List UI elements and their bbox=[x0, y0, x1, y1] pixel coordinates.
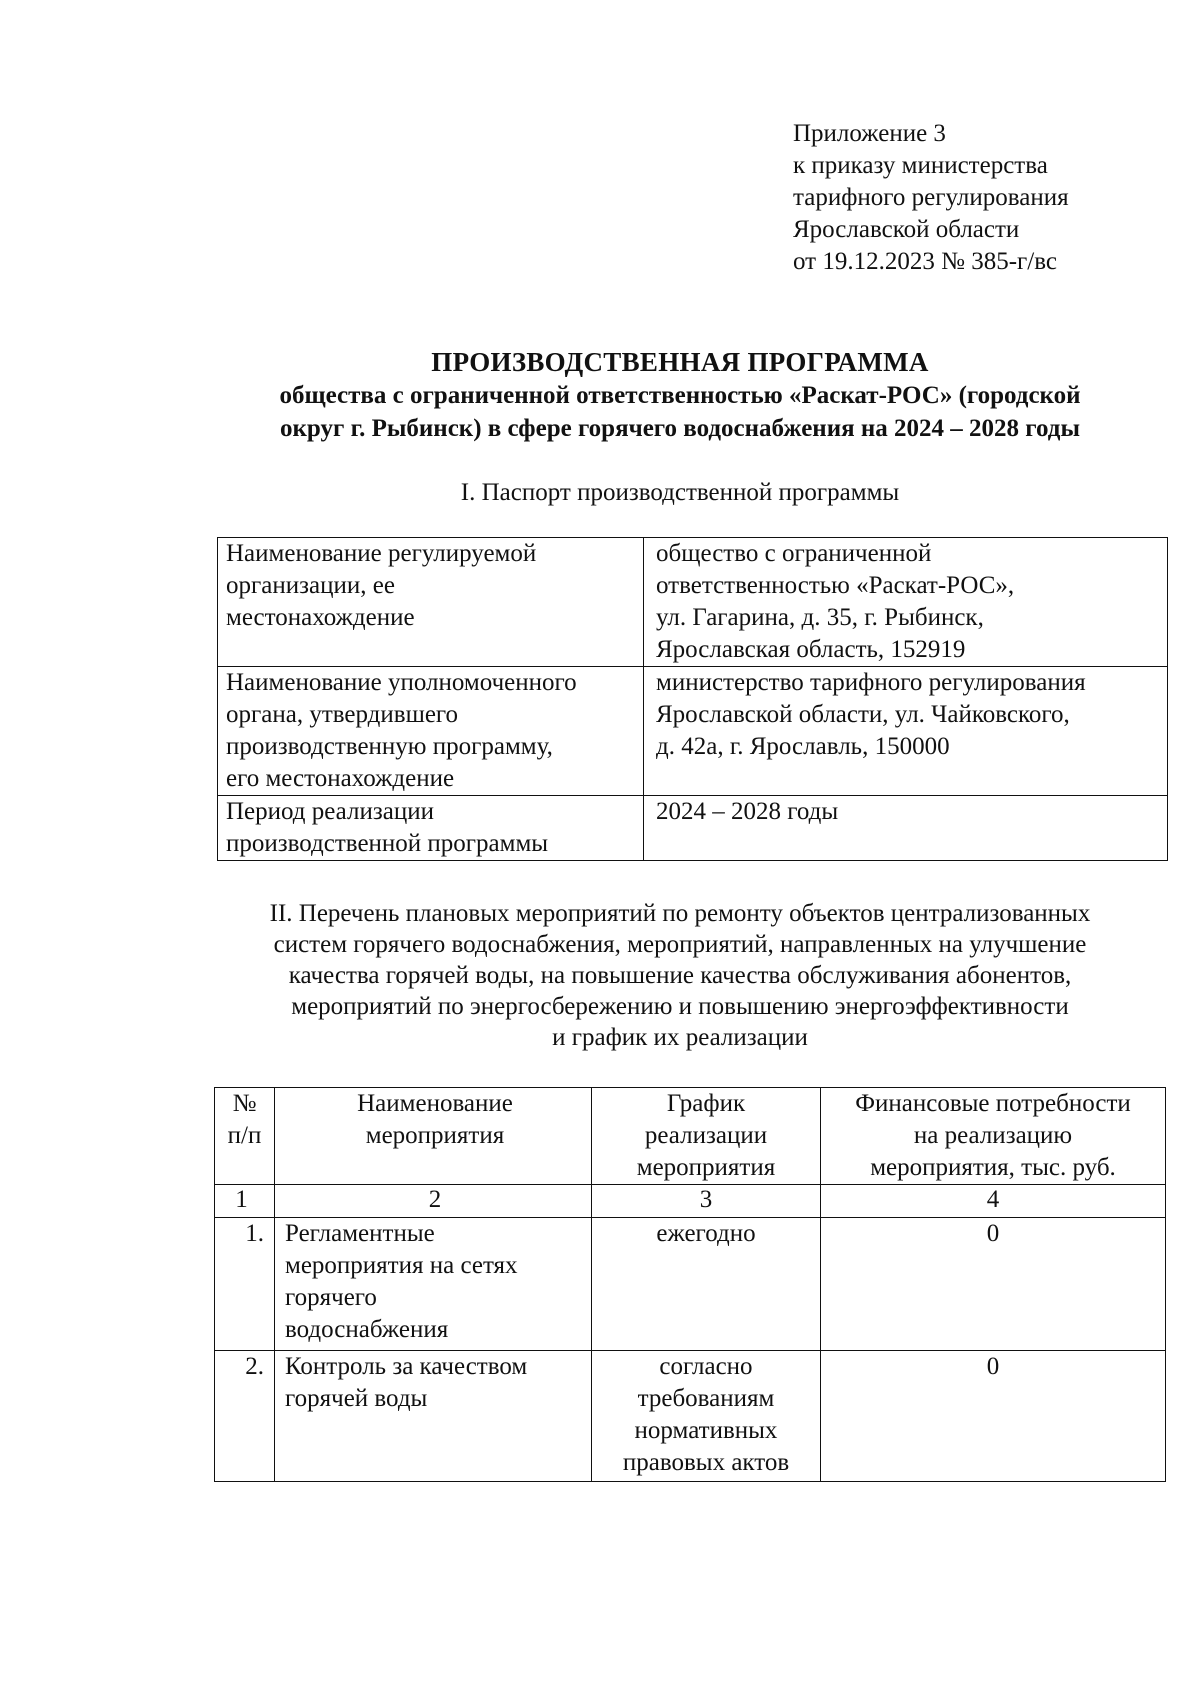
cell-line: нормативных bbox=[634, 1417, 778, 1444]
passport-value-cell bbox=[644, 538, 1168, 667]
cell-line: Контроль за качеством bbox=[285, 1353, 528, 1380]
column-index: 1 bbox=[215, 1185, 275, 1218]
cell-line: Ярославской области, ул. Чайковского, bbox=[656, 701, 1070, 728]
table-row bbox=[218, 667, 1168, 796]
cell-line: местонахождение bbox=[226, 604, 415, 631]
cell-line: ул. Гагарина, д. 35, г. Рыбинск, bbox=[656, 604, 984, 631]
event-schedule-cell bbox=[592, 1351, 821, 1482]
cell-line: Финансовые потребности bbox=[855, 1090, 1131, 1117]
passport-value-cell bbox=[644, 796, 1168, 861]
title-subtitle-line: общества с ограниченной ответственностью «Раскат-РОС» (городской bbox=[279, 382, 1081, 409]
cell-line: График bbox=[666, 1090, 746, 1117]
cell-line: согласно bbox=[659, 1353, 753, 1380]
cell-line: мероприятия bbox=[365, 1122, 505, 1149]
heading-line: и график их реализации bbox=[552, 1024, 808, 1051]
cell-line: д. 42а, г. Ярославль, 150000 bbox=[656, 733, 950, 760]
cell-line: министерство тарифного регулирования bbox=[656, 669, 1086, 696]
cell-line: правовых актов bbox=[622, 1449, 790, 1476]
table-row bbox=[215, 1351, 1166, 1482]
cell-line: на реализацию bbox=[913, 1122, 1073, 1149]
appendix-reference bbox=[793, 118, 1069, 278]
cell-line: Регламентные bbox=[285, 1220, 435, 1247]
table-header-row bbox=[215, 1088, 1166, 1185]
event-name-cell bbox=[275, 1218, 592, 1351]
cell-line: Наименование уполномоченного bbox=[226, 669, 577, 696]
passport-table bbox=[217, 537, 1168, 861]
cell-line: мероприятия, тыс. руб. bbox=[870, 1154, 1116, 1181]
row-number: 1. bbox=[215, 1218, 275, 1351]
cell-line: 2024 – 2028 годы bbox=[656, 798, 839, 825]
passport-label-cell bbox=[218, 667, 644, 796]
appendix-line: от 19.12.2023 № 385-г/вс bbox=[793, 248, 1057, 275]
cell-line: горячего bbox=[285, 1284, 377, 1311]
document-title bbox=[200, 345, 1160, 445]
row-number: 2. bbox=[215, 1351, 275, 1482]
cell-line: Наименование регулируемой bbox=[226, 540, 537, 567]
cell-line: ответственностью «Раскат-РОС», bbox=[656, 572, 1015, 599]
heading-line: качества горячей воды, на повышение качества обслуживания абонентов, bbox=[288, 962, 1072, 989]
cell-line: п/п bbox=[227, 1122, 262, 1149]
header-finance bbox=[821, 1088, 1166, 1185]
appendix-line: Приложение 3 bbox=[793, 120, 946, 147]
cell-line: Наименование bbox=[357, 1090, 513, 1117]
heading-line: II. Перечень плановых мероприятий по ремонту объектов централизованных bbox=[269, 900, 1091, 927]
column-index: 2 bbox=[275, 1185, 592, 1218]
cell-line: мероприятия bbox=[636, 1154, 776, 1181]
event-finance-cell: 0 bbox=[821, 1351, 1166, 1482]
passport-value-cell bbox=[644, 667, 1168, 796]
table-row bbox=[218, 796, 1168, 861]
title-main: ПРОИЗВОДСТВЕННАЯ ПРОГРАММА bbox=[431, 347, 929, 377]
column-index: 4 bbox=[821, 1185, 1166, 1218]
section-1-heading: I. Паспорт производственной программы bbox=[460, 479, 900, 506]
event-name-cell bbox=[275, 1351, 592, 1482]
cell-line: № bbox=[232, 1090, 257, 1117]
cell-line: его местонахождение bbox=[226, 765, 455, 792]
cell-line: реализации bbox=[644, 1122, 768, 1149]
title-subtitle-line: округ г. Рыбинск) в сфере горячего водоснабжения на 2024 – 2028 годы bbox=[280, 415, 1080, 442]
cell-line: Период реализации bbox=[226, 798, 434, 825]
passport-label-cell bbox=[218, 538, 644, 667]
header-name bbox=[275, 1088, 592, 1185]
cell-line: организации, ее bbox=[226, 572, 395, 599]
section-2-heading bbox=[200, 898, 1160, 1053]
header-schedule bbox=[592, 1088, 821, 1185]
cell-line: производственную программу, bbox=[226, 733, 553, 760]
cell-line: требованиям bbox=[637, 1385, 775, 1412]
event-finance-cell: 0 bbox=[821, 1218, 1166, 1351]
table-row bbox=[215, 1218, 1166, 1351]
column-index-row bbox=[215, 1185, 1166, 1218]
cell-line: производственной программы bbox=[226, 830, 549, 857]
appendix-line: тарифного регулирования bbox=[793, 184, 1069, 211]
events-table bbox=[214, 1087, 1166, 1482]
heading-line: мероприятий по энергосбережению и повышению энергоэффективности bbox=[291, 993, 1069, 1020]
table-row bbox=[218, 538, 1168, 667]
cell-line: общество с ограниченной bbox=[656, 540, 932, 567]
column-index: 3 bbox=[592, 1185, 821, 1218]
cell-line: органа, утвердившего bbox=[226, 701, 459, 728]
heading-line: систем горячего водоснабжения, мероприятий, направленных на улучшение bbox=[273, 931, 1087, 958]
event-schedule-cell bbox=[592, 1218, 821, 1351]
cell-line: водоснабжения bbox=[285, 1316, 449, 1343]
cell-line: Ярославская область, 152919 bbox=[656, 636, 966, 663]
cell-line: ежегодно bbox=[656, 1220, 756, 1247]
passport-label-cell bbox=[218, 796, 644, 861]
appendix-line: к приказу министерства bbox=[793, 152, 1048, 179]
appendix-line: Ярославской области bbox=[793, 216, 1020, 243]
cell-line: мероприятия на сетях bbox=[285, 1252, 518, 1279]
header-num bbox=[215, 1088, 275, 1185]
cell-line: горячей воды bbox=[285, 1385, 428, 1412]
